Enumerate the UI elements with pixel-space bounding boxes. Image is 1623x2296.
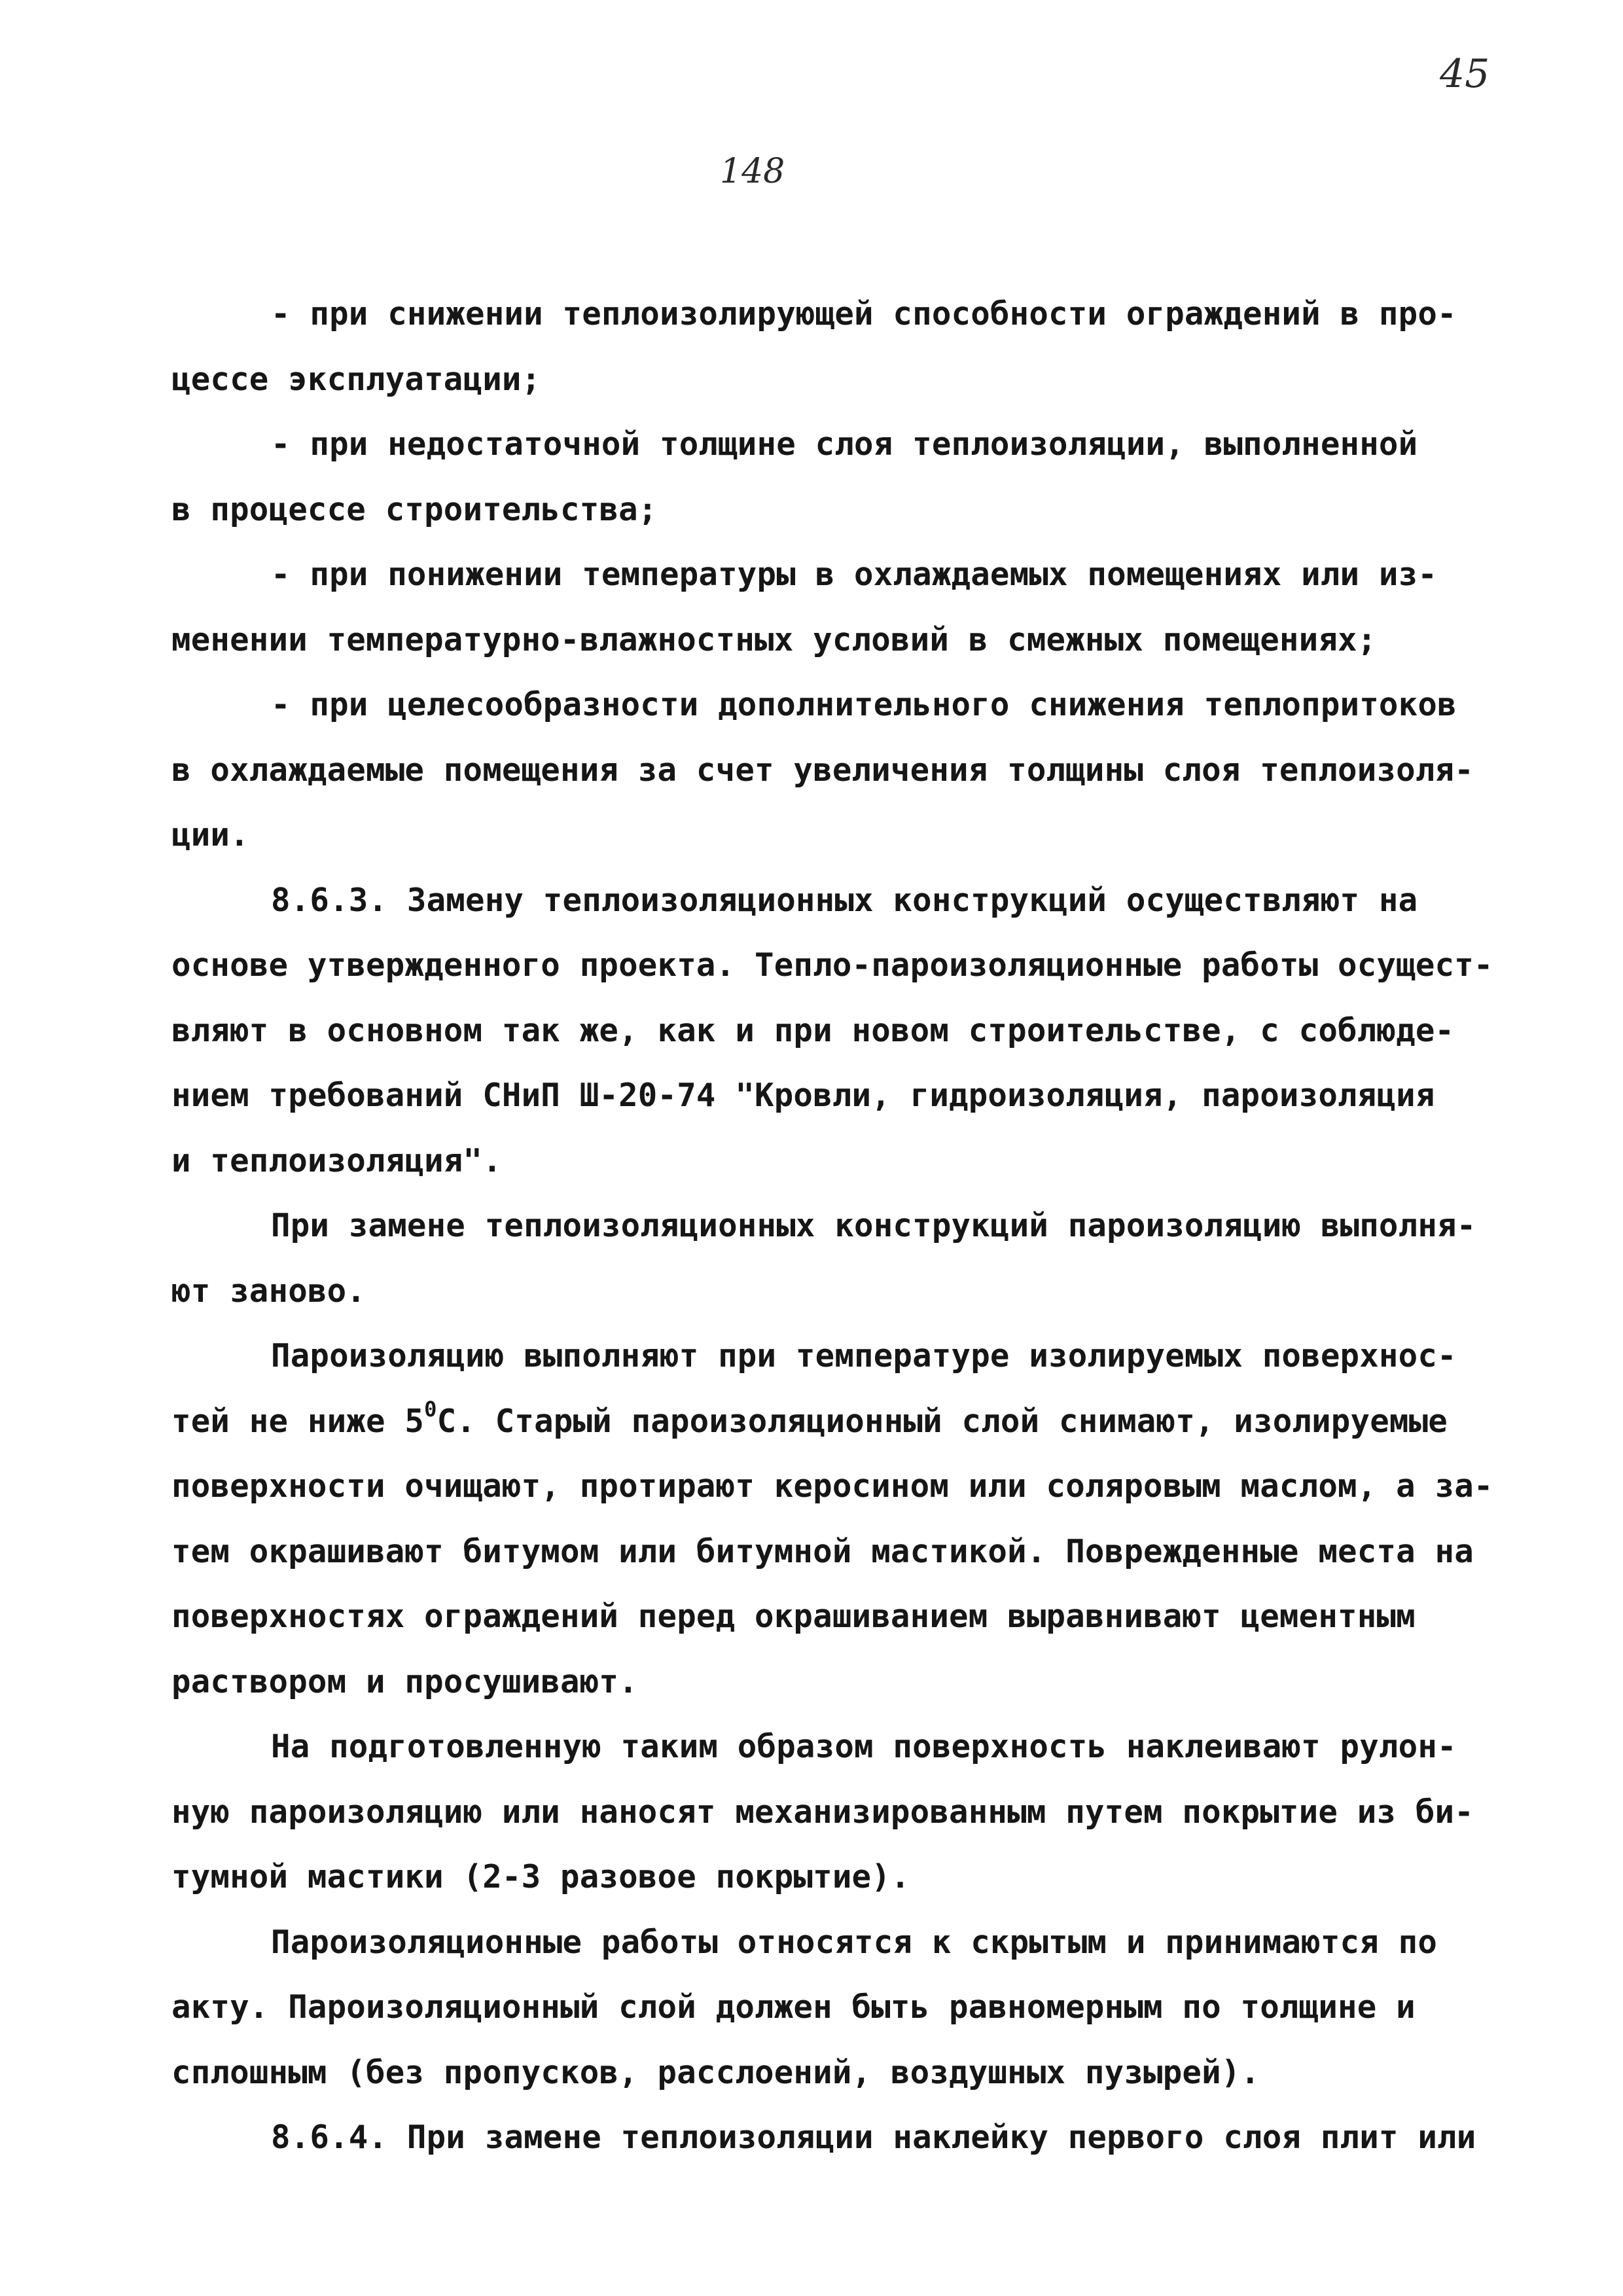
- text-line: Пароизоляцию выполняют при температуре изолируемых поверхнос-: [271, 1337, 1457, 1374]
- text-line: ции.: [171, 816, 249, 853]
- text-line: - при целесообразности дополнительного снижения теплопритоков: [271, 686, 1457, 723]
- text-line: поверхностях ограждений перед окрашиванием выравнивают цементным: [171, 1598, 1416, 1635]
- page-number: 148: [720, 152, 785, 191]
- archive-page-number: 45: [1440, 51, 1490, 97]
- text-line: цессе эксплуатации;: [171, 360, 541, 398]
- text-line: в охлаждаемые помещения за счет увеличения толщины слоя теплоизоля-: [171, 751, 1474, 789]
- text-line: ную пароизоляцию или наносят механизированным путем покрытие из би-: [171, 1793, 1474, 1831]
- text-line: раствором и просушивают.: [171, 1662, 638, 1700]
- text-line: тем окрашивают битумом или битумной мастикой. Поврежденные места на: [171, 1532, 1474, 1570]
- text-line: На подготовленную таким образом поверхность наклеивают рулон-: [271, 1728, 1457, 1765]
- text-line: поверхности очищают, протирают керосином или соляровым маслом, а за-: [171, 1467, 1493, 1505]
- text-line: 8.6.3. Замену теплоизоляционных конструкций осуществляют на: [271, 881, 1418, 919]
- text-line: - при снижении теплоизолирующей способности ограждений в про-: [271, 295, 1457, 332]
- text-line: основе утвержденного проекта. Тепло-пароизоляционные работы осущест-: [171, 946, 1493, 984]
- text-line: - при понижении температуры в охлаждаемых помещениях или из-: [271, 556, 1438, 593]
- text-line: менении температурно-влажностных условий в смежных помещениях;: [171, 620, 1377, 658]
- text-line: и теплоизоляция".: [171, 1141, 502, 1179]
- text-line: вляют в основном так же, как и при новом строительстве, с соблюде-: [171, 1011, 1455, 1049]
- text-line: тумной мастики (2-3 разовое покрытие).: [171, 1858, 910, 1895]
- text-line: При замене теплоизоляционных конструкций пароизоляцию выполня-: [271, 1207, 1476, 1244]
- text-line: сплошным (без пропусков, расслоений, воздушных пузырей).: [171, 2053, 1260, 2091]
- text-line: 8.6.4. При замене теплоизоляции наклейку первого слоя плит или: [271, 2119, 1476, 2156]
- text-line: акту. Пароизоляционный слой должен быть равномерным по толщине и: [171, 1988, 1416, 2026]
- text-line-rest: С. Старый пароизоляционный слой снимают, изолируемые: [437, 1402, 1448, 1440]
- text-line-prefix: тей не ниже 5: [171, 1402, 425, 1440]
- document-body: [171, 281, 1533, 2170]
- text-line: - при недостаточной толщине слоя теплоизоляции, выполненной: [271, 425, 1418, 463]
- text-line: ют заново.: [171, 1272, 366, 1310]
- text-line: нием требований СНиП Ш-20-74 "Кровли, гидроизоляция, пароизоляция: [171, 1077, 1435, 1114]
- text-line-with-superscript: [171, 1389, 1533, 1454]
- degree-superscript: 0: [424, 1397, 437, 1422]
- text-line: в процессе строительства;: [171, 490, 658, 528]
- text-line: Пароизоляционные работы относятся к скрытым и принимаются по: [271, 1923, 1438, 1961]
